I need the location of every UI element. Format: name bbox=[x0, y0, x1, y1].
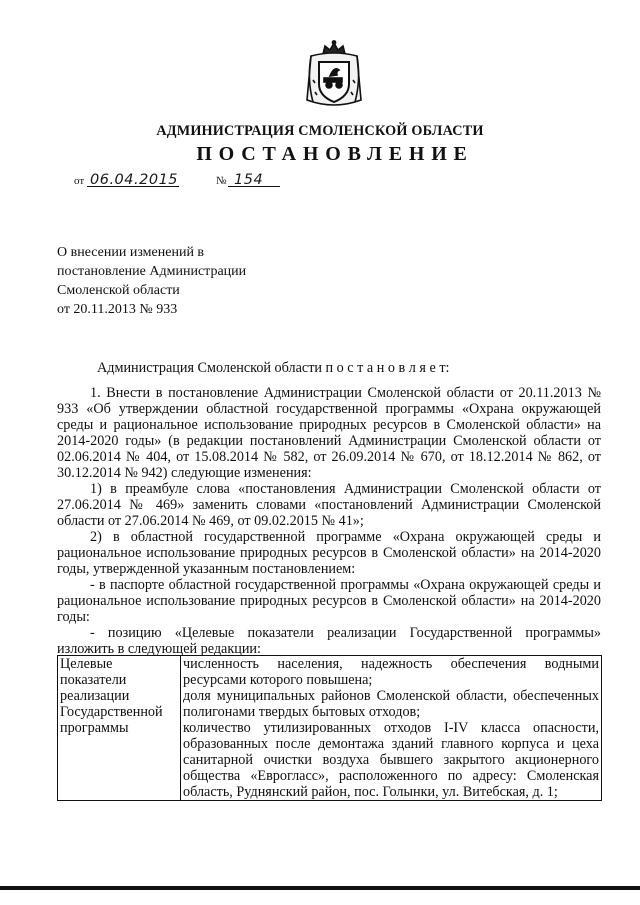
number-value: 154 bbox=[234, 172, 264, 188]
passport-clause: - в паспорте областной государственной программы «Охрана окружающей среды и рациональное использование природных ресурсов в Смоленской области» на 2014-2020 годы: bbox=[57, 577, 601, 625]
indicator-paragraph: количество утилизированных отходов I-IV класса опасности, образованных после демонтажа зданий главного корпуса и цеха санитарной очистки воздуха бывшего закрытого акционерного общества «Еврогласс», расположенного по адресу: Смоленская область, Руднянский район, пос. Голынки, ул. Витебская, д. 1; bbox=[183, 720, 599, 800]
label-line: программы bbox=[60, 720, 129, 736]
indicator-paragraph: численность населения, надежность обеспечения водными ресурсами которого повышена; bbox=[183, 656, 599, 688]
subject-line: Смоленской области bbox=[57, 283, 180, 298]
date-prefix: от bbox=[74, 175, 85, 187]
item-1-sub-1: 1) в преамбуле слова «постановления Администрации Смоленской области от 27.06.2014 № 469» заменить словами «постановлений Администрации Смоленской области от 27.06.2014 № 469, от 09.02.2015 № 41»; bbox=[57, 481, 601, 529]
subject-line: постановление Администрации bbox=[57, 264, 247, 279]
target-indicators-table bbox=[57, 655, 602, 801]
label-line: реализации bbox=[60, 688, 130, 704]
smolensk-coat-of-arms-icon bbox=[303, 40, 365, 112]
table-label-cell bbox=[58, 656, 181, 801]
date-number-row bbox=[74, 169, 284, 191]
label-line: Государственной bbox=[60, 704, 163, 720]
item-1: 1. Внести в постановление Администрации Смоленской области от 20.11.2013 № 933 «Об утверждении областной государственной программы «Охрана окружающей среды и рациональное использование природных ресурсов в Смоленской области» на 2014-2020 годы» (в редакции постановлений Администрации Смоленской области от 02.06.2014 № 404, от 15.08.2014 № 582, от 26.09.2014 № 670, от 18.12.2014 № 862, от 30.12.2014 № 942) следующие изменения: bbox=[57, 385, 601, 481]
document-type-title: ПОСТАНОВЛЕНИЕ bbox=[196, 143, 474, 165]
table-content-cell bbox=[181, 656, 602, 801]
resolution-body bbox=[57, 385, 601, 657]
page-bottom-edge bbox=[0, 886, 640, 890]
position-clause: - позицию «Целевые показатели реализации Государственной программы» изложить в следующей редакции: bbox=[57, 625, 601, 657]
table-row bbox=[58, 656, 602, 801]
item-1-sub-2: 2) в областной государственной программе «Охрана окружающей среды и рациональное использование природных ресурсов в Смоленской области» на 2014-2020 годы, утвержденной указанным постановлением: bbox=[57, 529, 601, 577]
organization-title: АДМИНИСТРАЦИЯ СМОЛЕНСКОЙ ОБЛАСТИ bbox=[156, 123, 484, 139]
number-prefix: № bbox=[216, 175, 227, 187]
subject-line: от 20.11.2013 № 933 bbox=[57, 302, 178, 317]
subject-block bbox=[57, 243, 246, 319]
preamble: Администрация Смоленской области п о с т а н о в л я е т: bbox=[97, 360, 450, 376]
label-line: показатели bbox=[60, 672, 127, 688]
label-line: Целевые bbox=[60, 656, 113, 672]
indicator-paragraph: доля муниципальных районов Смоленской области, обеспеченных полигонами твердых бытовых отходов; bbox=[183, 688, 599, 720]
date-value: 06.04.2015 bbox=[90, 172, 179, 188]
subject-line: О внесении изменений в bbox=[57, 245, 205, 260]
